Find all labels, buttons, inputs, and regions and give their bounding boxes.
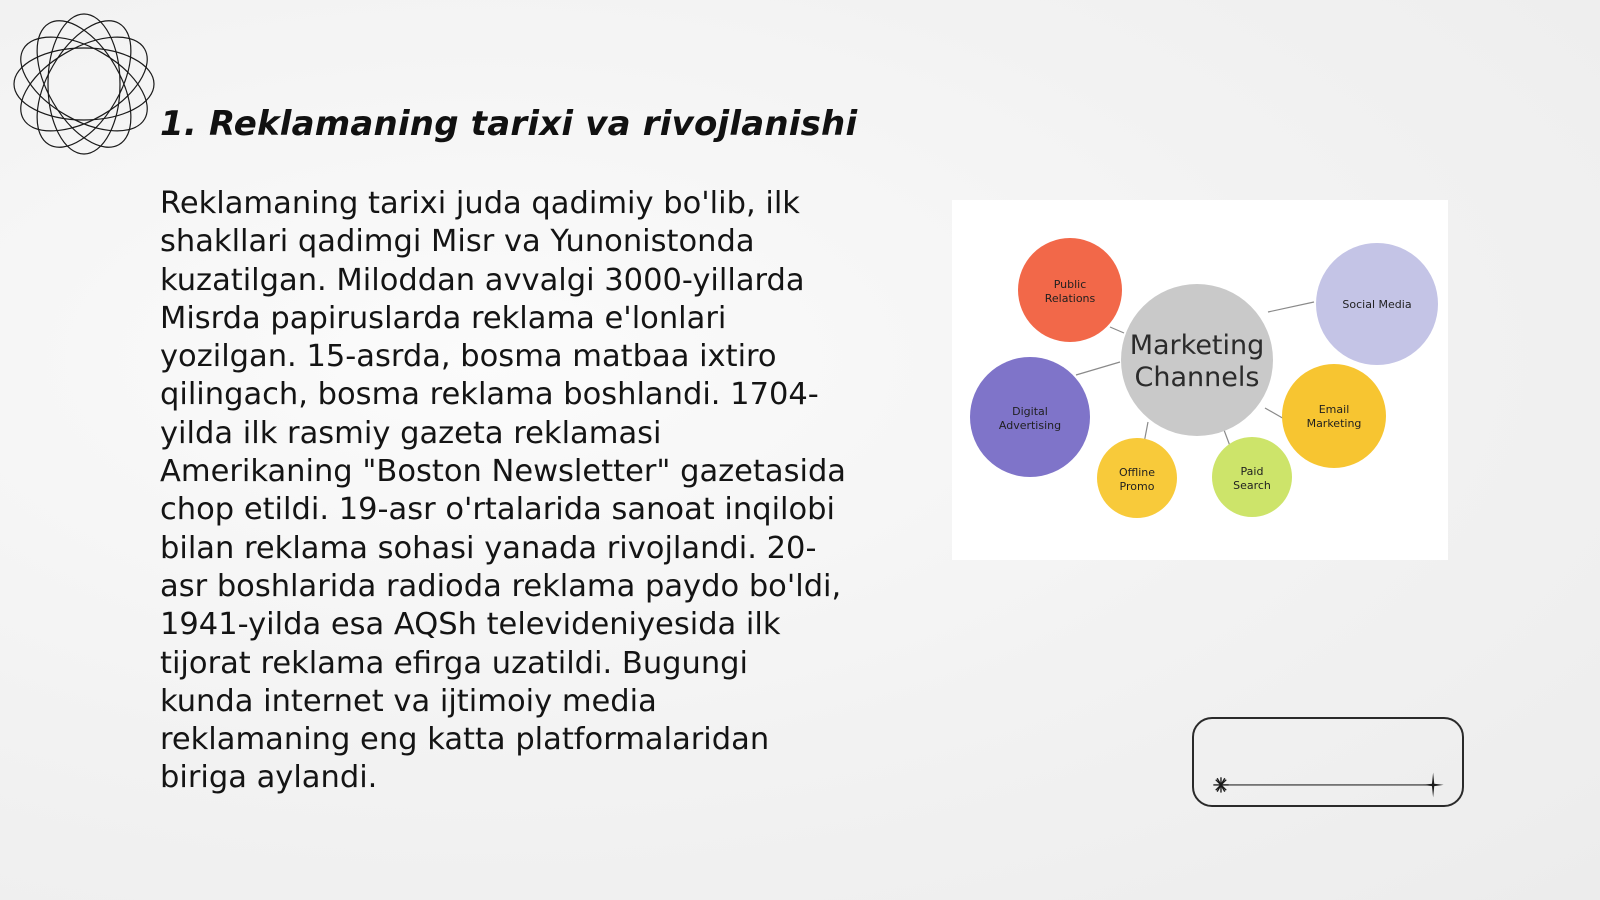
slide-body-text: Reklamaning tarixi juda qadimiy bo'lib, ilk shakllari qadimgi Misr va Yunonistonda kuzatilgan. Miloddan avvalgi 3000-yillarda Misrda papiruslarda reklama e'lonlari yozilgan. 15-asrda, bosma matbaa ixtiro qilingach, bosma reklama boshlandi. 1704-yilda ilk rasmiy gazeta reklamasi Amerikaning "Boston Newsletter" gazetasida chop etildi. 19-asr o'rtalarida sanoat inqilobi bilan reklama sohasi yanada rivojlandi. 20-asr boshlarida radioda reklama paydo bo'ldi, 1941-yilda esa AQSh televideniyesida ilk tijorat reklama efirga uzatildi. Bugungi kunda internet va ijtimoiy media reklamaning eng katta platformalaridan biriga aylandi. <box>160 186 846 796</box>
center-node-label-line1: Marketing <box>1129 330 1265 361</box>
paid-search-label-line1: Paid <box>1240 465 1264 478</box>
diagram-node-email-marketing <box>1282 364 1386 468</box>
marketing-channels-diagram <box>952 200 1448 560</box>
connector-paid-search <box>1224 430 1230 446</box>
email-marketing-label-line1: Email <box>1318 403 1350 416</box>
diagram-node-marketing-channels <box>1121 284 1273 436</box>
connector-social-media <box>1268 302 1314 312</box>
cross-star-icon <box>1423 773 1444 798</box>
public-relations-label-line1: Public <box>1053 278 1087 291</box>
slide-title: 1. Reklamaning tarixi va rivojlanishi <box>160 104 858 144</box>
diagram-node-offline-promo <box>1097 438 1177 518</box>
diagram-node-digital-advertising <box>970 357 1090 477</box>
diagram-node-public-relations <box>1018 238 1122 342</box>
connector-public-relations <box>1110 327 1124 333</box>
sparkle-icon <box>1213 777 1228 792</box>
email-marketing-label-line2: Marketing <box>1306 417 1362 430</box>
decorative-frame <box>1192 717 1464 807</box>
digital-advertising-label-line2: Advertising <box>998 419 1062 432</box>
center-node-label-line2: Channels <box>1134 362 1260 393</box>
public-relations-label-line2: Relations <box>1044 292 1096 305</box>
social-media-label: Social Media <box>1342 298 1412 311</box>
offline-promo-label-line1: Offline <box>1118 466 1156 479</box>
diagram-node-social-media <box>1316 243 1438 365</box>
offline-promo-label-line2: Promo <box>1119 480 1155 493</box>
spirograph-icon <box>10 10 158 158</box>
email-marketing-circle <box>1282 364 1386 468</box>
connector-digital-advertising <box>1076 362 1120 375</box>
digital-advertising-label-line1: Digital <box>1012 405 1048 418</box>
paid-search-label-line2: Search <box>1233 479 1271 492</box>
diagram-node-paid-search <box>1212 437 1292 517</box>
